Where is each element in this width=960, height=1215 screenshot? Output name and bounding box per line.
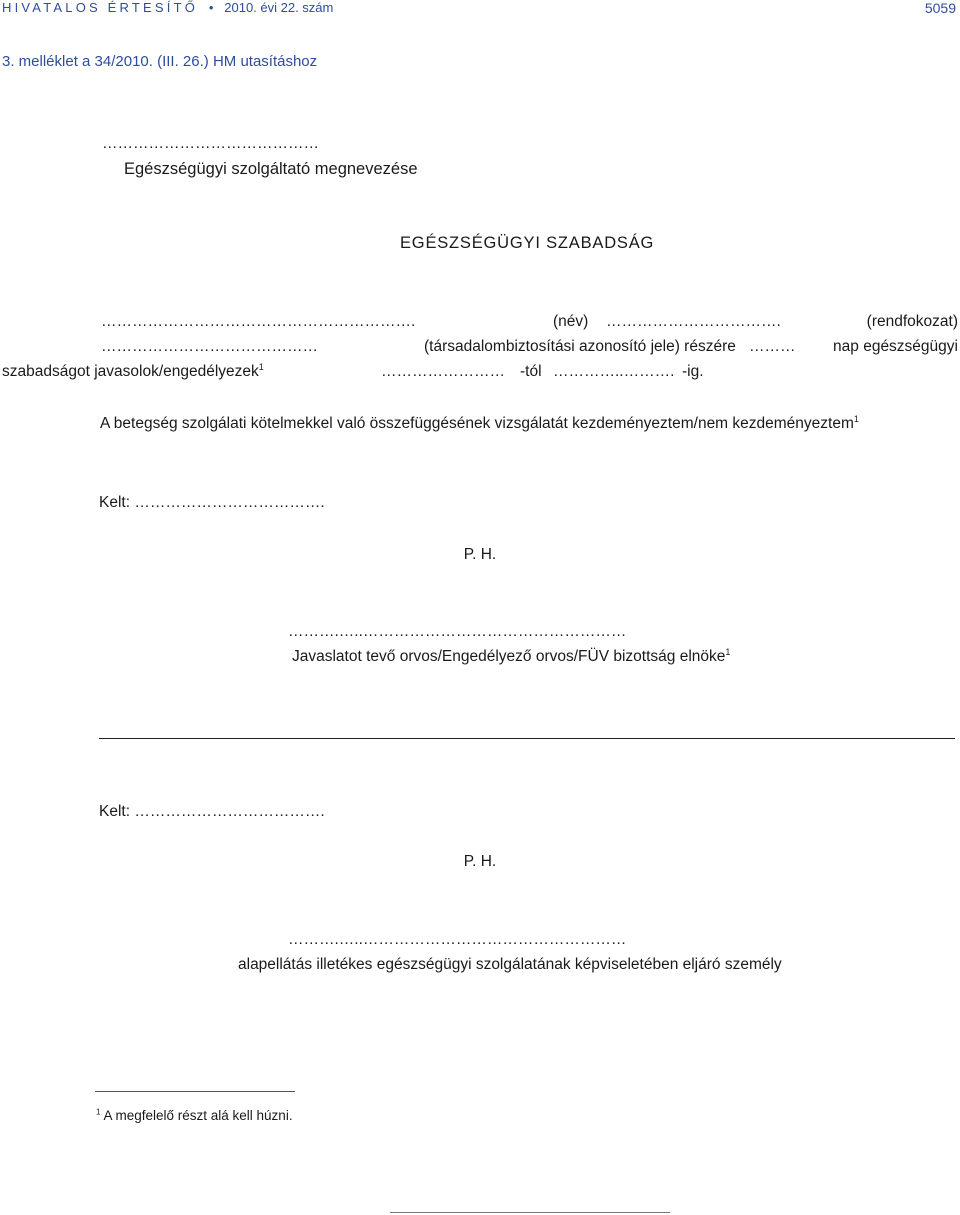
days-label: nap egészségügyi: [833, 338, 958, 355]
footnote-ref: 1: [853, 413, 859, 424]
date-place-1: [99, 494, 325, 512]
investigation-statement: [100, 415, 859, 433]
signature-dots-1: ……….…..……………………………………………: [288, 623, 627, 640]
leave-label: szabadságot javasolok/engedélyezek: [2, 363, 259, 380]
page-bottom-rule: [390, 1212, 670, 1213]
stamp-placeholder-1: P. H.: [463, 546, 497, 563]
footnote-ref: 1: [725, 646, 731, 657]
to-dots: …………..……….: [553, 363, 675, 380]
footnote-text: A megfelelő részt alá kell húzni.: [103, 1108, 293, 1123]
kelt-label: Kelt:: [99, 803, 131, 820]
footnote-ref: 1: [258, 361, 264, 372]
name-dots: …………………………………………………….: [101, 313, 416, 330]
leave-text: [2, 363, 264, 381]
footnote-rule: [95, 1091, 295, 1092]
investigation-text: A betegség szolgálati kötelmekkel való összefüggésének vizsgálatát kezdeményeztem/nem kezdeményeztem: [100, 415, 854, 432]
provider-dots: ……………………………………: [102, 135, 319, 152]
footnote: [96, 1108, 293, 1123]
stamp-placeholder-2: P. H.: [463, 853, 497, 870]
taj-label: (társadalombiztosítási azonosító jele) részére: [424, 338, 736, 355]
header-bullet: •: [208, 0, 214, 15]
kelt-label: Kelt:: [99, 494, 131, 511]
signatory-1: [292, 648, 730, 666]
taj-dots: ……………………………………: [101, 338, 318, 355]
provider-label: Egészségügyi szolgáltató megnevezése: [124, 160, 418, 178]
signatory-label: Javaslatot tevő orvos/Engedélyező orvos/FÜV bizottság elnöke: [292, 648, 726, 665]
kelt-dots: ……………………………….: [134, 803, 325, 820]
issue-number: 2010. évi 22. szám: [224, 0, 334, 15]
kelt-dots: ……………………………….: [134, 494, 325, 511]
annex-title: 3. melléklet a 34/2010. (III. 26.) HM utasításhoz: [2, 53, 318, 70]
date-place-2: [99, 803, 325, 821]
days-dots: ………: [749, 338, 796, 355]
rank-dots: …………………………….: [606, 313, 781, 330]
page-number: 5059: [924, 0, 956, 16]
from-dots: ……………………: [381, 363, 505, 380]
journal-header: [2, 0, 333, 15]
from-label: -tól: [520, 363, 542, 380]
signature-dots-2: ……….…..……………………………………………: [288, 931, 627, 948]
form-title: EGÉSZSÉGÜGYI SZABADSÁG: [400, 234, 655, 252]
name-label: (név): [553, 313, 589, 330]
footnote-mark: 1: [96, 1107, 101, 1117]
signatory-2: alapellátás illetékes egészségügyi szolgálatának képviseletében eljáró személy: [238, 956, 782, 973]
rank-label: (rendfokozat): [866, 313, 958, 330]
to-label: -ig.: [682, 363, 704, 380]
page-header: [0, 0, 960, 18]
journal-title: HIVATALOS ÉRTESÍTŐ: [2, 0, 199, 15]
section-divider: [99, 738, 955, 739]
